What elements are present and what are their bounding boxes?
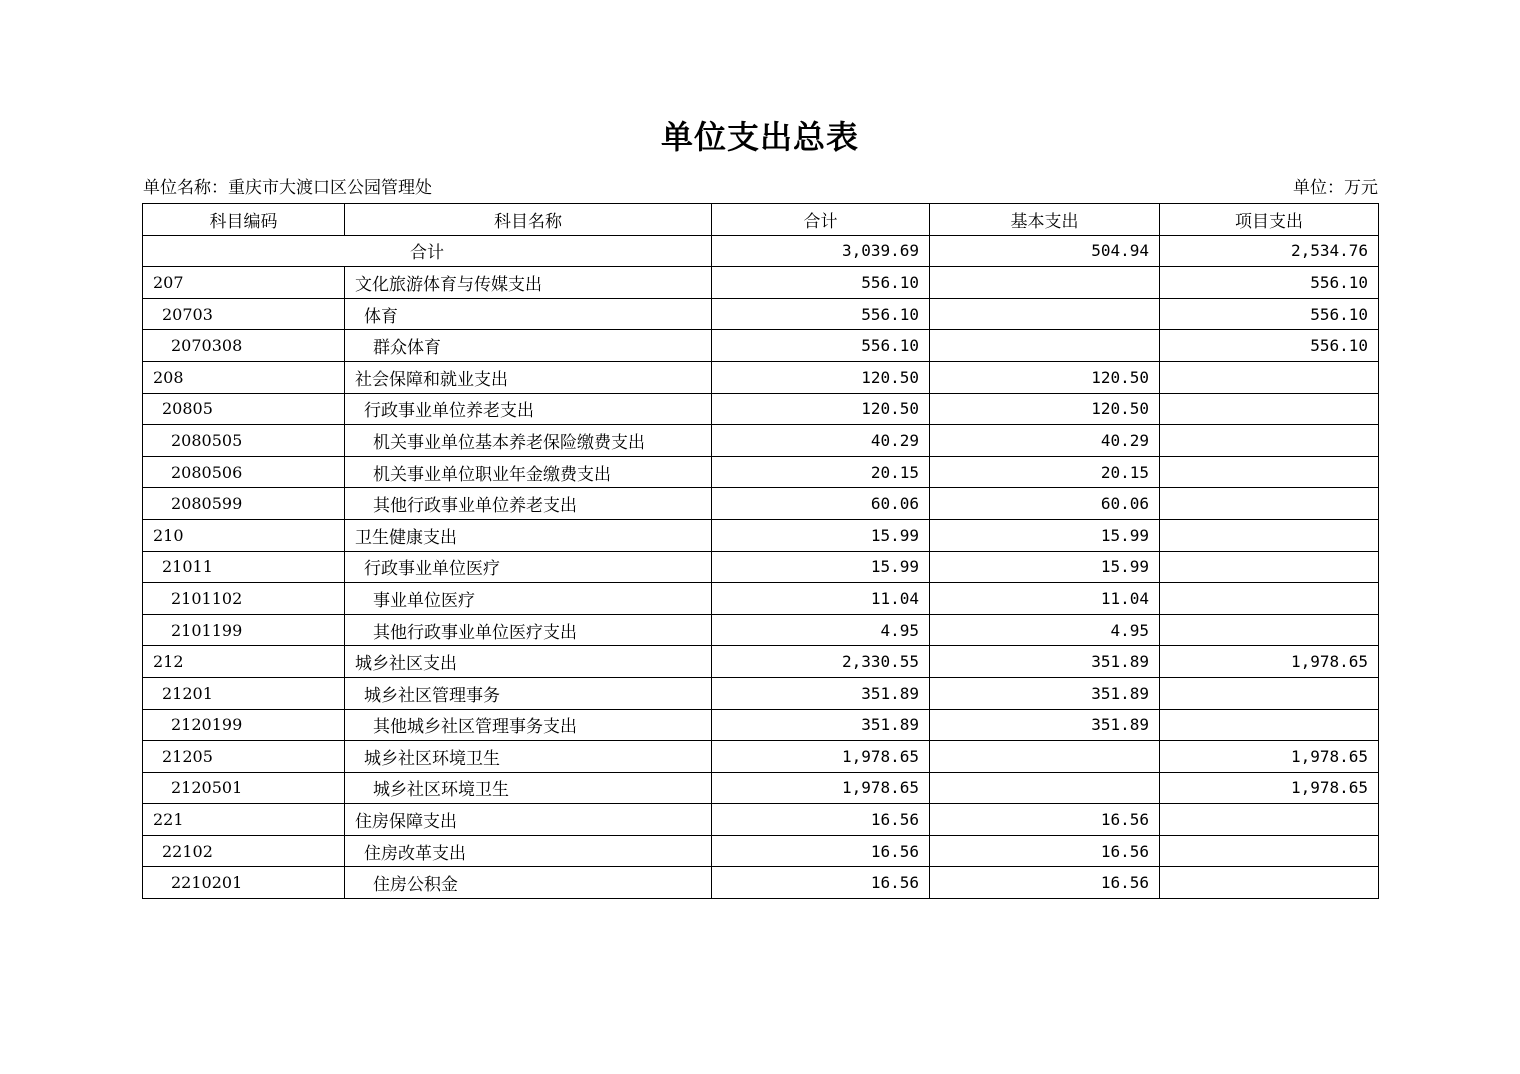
- cell-code: 22102: [143, 835, 345, 867]
- table-row: [143, 361, 1379, 393]
- cell-total: 11.04: [712, 583, 930, 615]
- cell-project: [1160, 677, 1379, 709]
- cell-project: 556.10: [1160, 267, 1379, 299]
- table-row: [143, 519, 1379, 551]
- table-row: [143, 583, 1379, 615]
- cell-basic: [930, 330, 1160, 362]
- header-name: 科目名称: [345, 204, 712, 236]
- table-row: [143, 456, 1379, 488]
- table-row: [143, 425, 1379, 457]
- cell-total: 556.10: [712, 267, 930, 299]
- table-row: [143, 804, 1379, 836]
- cell-name: 事业单位医疗: [345, 583, 712, 615]
- table-row: [143, 298, 1379, 330]
- cell-basic: 120.50: [930, 361, 1160, 393]
- table-row: [143, 488, 1379, 520]
- cell-total: 40.29: [712, 425, 930, 457]
- total-label: 合计: [143, 235, 712, 267]
- header-basic: 基本支出: [930, 204, 1160, 236]
- table-row: [143, 330, 1379, 362]
- cell-project: [1160, 614, 1379, 646]
- cell-basic: 16.56: [930, 804, 1160, 836]
- total-basic: 504.94: [930, 235, 1160, 267]
- cell-basic: 15.99: [930, 519, 1160, 551]
- header-project: 项目支出: [1160, 204, 1379, 236]
- cell-project: [1160, 709, 1379, 741]
- table-row: [143, 677, 1379, 709]
- cell-project: [1160, 361, 1379, 393]
- cell-basic: 351.89: [930, 709, 1160, 741]
- cell-total: 1,978.65: [712, 741, 930, 773]
- cell-code: 221: [143, 804, 345, 836]
- cell-basic: [930, 267, 1160, 299]
- cell-project: 556.10: [1160, 330, 1379, 362]
- cell-basic: 4.95: [930, 614, 1160, 646]
- cell-code: 2101199: [143, 614, 345, 646]
- cell-name: 其他城乡社区管理事务支出: [345, 709, 712, 741]
- meta-row: [143, 173, 1378, 198]
- cell-code: 21205: [143, 741, 345, 773]
- cell-code: 2210201: [143, 867, 345, 899]
- cell-basic: 120.50: [930, 393, 1160, 425]
- total-total: 3,039.69: [712, 235, 930, 267]
- cell-name: 住房公积金: [345, 867, 712, 899]
- table-row: [143, 393, 1379, 425]
- cell-code: 2120501: [143, 772, 345, 804]
- cell-name: 住房改革支出: [345, 835, 712, 867]
- cell-name: 住房保障支出: [345, 804, 712, 836]
- cell-basic: 11.04: [930, 583, 1160, 615]
- cell-total: 120.50: [712, 361, 930, 393]
- cell-code: 2080599: [143, 488, 345, 520]
- cell-project: [1160, 804, 1379, 836]
- cell-code: 21201: [143, 677, 345, 709]
- table-row: [143, 614, 1379, 646]
- cell-name: 其他行政事业单位养老支出: [345, 488, 712, 520]
- cell-name: 文化旅游体育与传媒支出: [345, 267, 712, 299]
- header-code: 科目编码: [143, 204, 345, 236]
- cell-total: 60.06: [712, 488, 930, 520]
- table-row: [143, 551, 1379, 583]
- unit-name: 单位名称：重庆市大渡口区公园管理处: [143, 178, 432, 198]
- cell-total: 556.10: [712, 330, 930, 362]
- cell-basic: 20.15: [930, 456, 1160, 488]
- cell-name: 机关事业单位基本养老保险缴费支出: [345, 425, 712, 457]
- cell-code: 210: [143, 519, 345, 551]
- cell-basic: 16.56: [930, 835, 1160, 867]
- cell-code: 20805: [143, 393, 345, 425]
- cell-total: 20.15: [712, 456, 930, 488]
- cell-project: [1160, 835, 1379, 867]
- cell-project: 1,978.65: [1160, 741, 1379, 773]
- cell-name: 其他行政事业单位医疗支出: [345, 614, 712, 646]
- cell-name: 社会保障和就业支出: [345, 361, 712, 393]
- cell-project: [1160, 583, 1379, 615]
- page-title: 单位支出总表: [660, 118, 859, 156]
- table-row: [143, 709, 1379, 741]
- expenditure-table: [142, 203, 1379, 899]
- cell-name: 行政事业单位医疗: [345, 551, 712, 583]
- header-row: [143, 204, 1379, 236]
- cell-name: 城乡社区支出: [345, 646, 712, 678]
- cell-project: [1160, 425, 1379, 457]
- table-row: [143, 741, 1379, 773]
- total-project: 2,534.76: [1160, 235, 1379, 267]
- cell-project: 556.10: [1160, 298, 1379, 330]
- cell-project: [1160, 488, 1379, 520]
- table-row: [143, 772, 1379, 804]
- table-row: [143, 835, 1379, 867]
- cell-basic: 60.06: [930, 488, 1160, 520]
- cell-code: 2101102: [143, 583, 345, 615]
- table-row: [143, 646, 1379, 678]
- cell-total: 2,330.55: [712, 646, 930, 678]
- cell-basic: 351.89: [930, 677, 1160, 709]
- cell-total: 351.89: [712, 677, 930, 709]
- cell-basic: [930, 298, 1160, 330]
- cell-total: 351.89: [712, 709, 930, 741]
- cell-project: [1160, 519, 1379, 551]
- header-total: 合计: [712, 204, 930, 236]
- cell-total: 4.95: [712, 614, 930, 646]
- cell-name: 卫生健康支出: [345, 519, 712, 551]
- cell-project: [1160, 867, 1379, 899]
- cell-code: 208: [143, 361, 345, 393]
- cell-name: 城乡社区环境卫生: [345, 772, 712, 804]
- cell-code: 2080505: [143, 425, 345, 457]
- cell-basic: 351.89: [930, 646, 1160, 678]
- total-row: [143, 235, 1379, 267]
- cell-basic: 15.99: [930, 551, 1160, 583]
- cell-code: 2120199: [143, 709, 345, 741]
- cell-total: 556.10: [712, 298, 930, 330]
- cell-basic: [930, 741, 1160, 773]
- cell-total: 15.99: [712, 519, 930, 551]
- cell-basic: 16.56: [930, 867, 1160, 899]
- cell-total: 16.56: [712, 835, 930, 867]
- cell-basic: [930, 772, 1160, 804]
- cell-name: 城乡社区环境卫生: [345, 741, 712, 773]
- cell-code: 20703: [143, 298, 345, 330]
- cell-project: [1160, 393, 1379, 425]
- cell-name: 城乡社区管理事务: [345, 677, 712, 709]
- cell-code: 207: [143, 267, 345, 299]
- cell-name: 行政事业单位养老支出: [345, 393, 712, 425]
- cell-code: 2070308: [143, 330, 345, 362]
- cell-total: 16.56: [712, 867, 930, 899]
- cell-code: 2080506: [143, 456, 345, 488]
- cell-name: 群众体育: [345, 330, 712, 362]
- table-row: [143, 267, 1379, 299]
- cell-project: 1,978.65: [1160, 646, 1379, 678]
- cell-total: 16.56: [712, 804, 930, 836]
- cell-project: [1160, 456, 1379, 488]
- cell-project: 1,978.65: [1160, 772, 1379, 804]
- cell-basic: 40.29: [930, 425, 1160, 457]
- cell-code: 21011: [143, 551, 345, 583]
- cell-total: 15.99: [712, 551, 930, 583]
- cell-total: 1,978.65: [712, 772, 930, 804]
- unit-label: 单位：万元: [1293, 178, 1378, 198]
- cell-code: 212: [143, 646, 345, 678]
- cell-total: 120.50: [712, 393, 930, 425]
- table-row: [143, 867, 1379, 899]
- cell-name: 机关事业单位职业年金缴费支出: [345, 456, 712, 488]
- cell-project: [1160, 551, 1379, 583]
- cell-name: 体育: [345, 298, 712, 330]
